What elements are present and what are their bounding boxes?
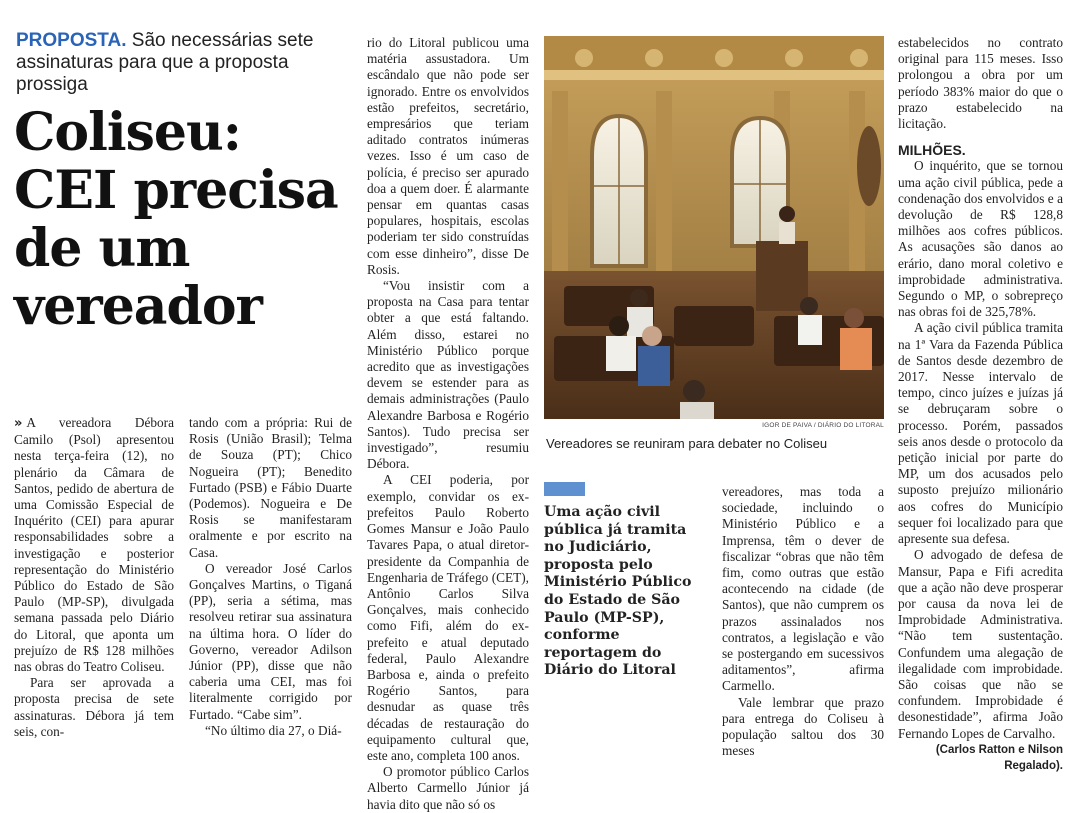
paragraph: A CEI poderia, por exemplo, convidar os ex-prefeitos Paulo Roberto Gomes Mansur e João Paulo Tavares Papa, o atual diretor-presidente da Companhia de Engenharia de Tráfego (CET), Antônio Carlos Silva Gonçalves, mais conhecido como Fifi, além do ex-prefeito e atual deputado federal, Paulo Alexandre Barbosa e, ainda o prefeito Rogério Santos, para desnudar as quase três décadas de restauração do equipamento cultural que, este ano, completa 100 anos. <box>367 472 529 763</box>
photo-caption: Vereadores se reuniram para debater no Coliseu <box>546 436 828 451</box>
pullquote: Uma ação civil pública já tramita no Judiciário, proposta pelo Ministério Público do Estado de São Paulo (MP-SP), conforme reportagem do Diário do Litoral <box>544 504 692 679</box>
lead-chevron-icon: » <box>14 416 23 431</box>
paragraph: “No último dia 27, o Diá- <box>205 722 342 738</box>
body-column-2 <box>189 415 352 739</box>
kicker <box>16 30 351 96</box>
plenary-photo-illustration <box>544 36 884 419</box>
body-column-6 <box>898 35 1063 774</box>
plenary-photo <box>544 36 884 419</box>
author-signature: (Carlos Ratton e Nilson Regalado). <box>935 743 1063 772</box>
paragraph: estabelecidos no contrato original para 115 meses. Isso prolongou a obra por um período 383% maior do que o prazo estabelecido na licitação. <box>898 35 1063 132</box>
paragraph: O advogado de defesa de Mansur, Papa e Fifi acredita que a ação não deve prosperar por causa da nova lei de Improbidade Administrativa. “Não tem sustentação. Confundem uma alegação de ilegalidade com improbidade. São coisas que não se confundem. Improbidade é desonestidade”, afirma João Fernando Lopes de Carvalho. <box>898 547 1063 741</box>
paragraph: O inquérito, que se tornou uma ação civil pública, pede a condenação dos envolvidos e a devolução de R$ 128,8 milhões aos cofres públicos. As acusações são danos ao erário, dano moral coletivo e improbidade administrativa. Segundo o MP, o sobrepreço nas obras foi de 325,78%. <box>898 158 1063 320</box>
paragraph: rio do Litoral publicou uma matéria assustadora. Um escândalo que não pode ser ignorado. Entre os envolvidos estão prefeitos, secretário, empresários que teriam aditado contratos inúmeras vezes. Isso é um caso de polícia, é preciso ser apurado doa a quem doer. É alarmante pensar em quantas casas populares, hospitais, escolas poderiam ter sido construídas com esse dinheiro”, disse De Rosis. <box>367 35 529 277</box>
paragraph: Vale lembrar que prazo para entrega do Coliseu à população saltou dos 30 meses <box>722 694 884 759</box>
paragraph: Para ser aprovada a proposta precisa de sete assinaturas. Débora já tem seis, con- <box>14 675 174 739</box>
paragraph: O promotor público Carlos Alberto Carmello Júnior já havia dito que não só os <box>367 764 529 812</box>
body-column-1 <box>14 415 174 740</box>
paragraph: O vereador José Carlos Gonçalves Martins, o Tiganá (PP), seria a sétima, mas resolveu retirar sua assinatura na última hora. O líder do Governo, vereador Adilson Júnior (PP), disse que não caberia uma CEI, mas foi literalmente corrigido por Furtado. “Cabe sim”. <box>189 560 352 722</box>
headline: Coliseu: CEI precisa de um vereador <box>14 102 338 337</box>
kicker-text: São necessárias sete assinaturas para que a proposta prossiga <box>16 30 314 95</box>
subhead: MILHÕES. <box>898 142 966 159</box>
paragraph: “Vou insistir com a proposta na Casa para tentar obter a que está faltando. Além disso, estarei no Ministério Público porque acredito que as investigações devem se estender para as demais administrações (Paulo Alexandre Barbosa e Rogério Santos). Tudo precisa ser investigado”, resumiu Débora. <box>367 278 529 472</box>
paragraph: vereadores, mas toda a sociedade, incluindo o Ministério Público e a Imprensa, têm o dever de fiscalizar “obras que não têm fim, como outras que estão acontecendo na cidade (de Santos), que não cumprem os prazos assinalados nos contratos, a legislação e vão se postergando em sucessivos aditamentos”, afirma Carmello. <box>722 484 884 694</box>
kicker-tag: PROPOSTA. <box>16 30 127 51</box>
body-column-3 <box>367 35 529 813</box>
pullquote-accent-bar <box>544 482 585 496</box>
paragraph: A ação civil pública tramita na 1ª Vara da Fazenda Pública de Santos desde dezembro de 2017. Nesse intervalo de tempo, cinco juízes e juízas já se debruçaram sobre o processo. Porém, passados seis anos desde o protocolo da petição inicial por parte do MP, um dos acusados pelo suposto prejuízo milionário aos cofres do Município sequer foi localizado para que apresente sua defesa. <box>898 320 1063 547</box>
paragraph: A vereadora Débora Camilo (Psol) apresentou nesta terça-feira (12), no plenário da Câmara de Santos, pedido de abertura de uma Comissão Especial de Inquérito (CEI) para apurar responsabilidades sobre a investigação e posterior representação do Ministério Público do Estado de São Paulo (MP-SP), divulgada semana passada pelo Diário do Litoral, que aponta um prejuízo de R$ 128 milhões nas obras do Teatro Coliseu. <box>14 415 174 675</box>
photo-credit: IGOR DE PAIVA / DIÁRIO DO LITORAL <box>762 422 884 429</box>
paragraph: tando com a própria: Rui de Rosis (União Brasil); Telma de Souza (PT); Chico Nogueira (PT); Benedito Furtado (PSB) e Fábio Duarte (Podemos). Nogueira e De Rosis se manifestaram oralmente e por escrito na Casa. <box>189 415 352 560</box>
body-column-5 <box>722 484 884 759</box>
